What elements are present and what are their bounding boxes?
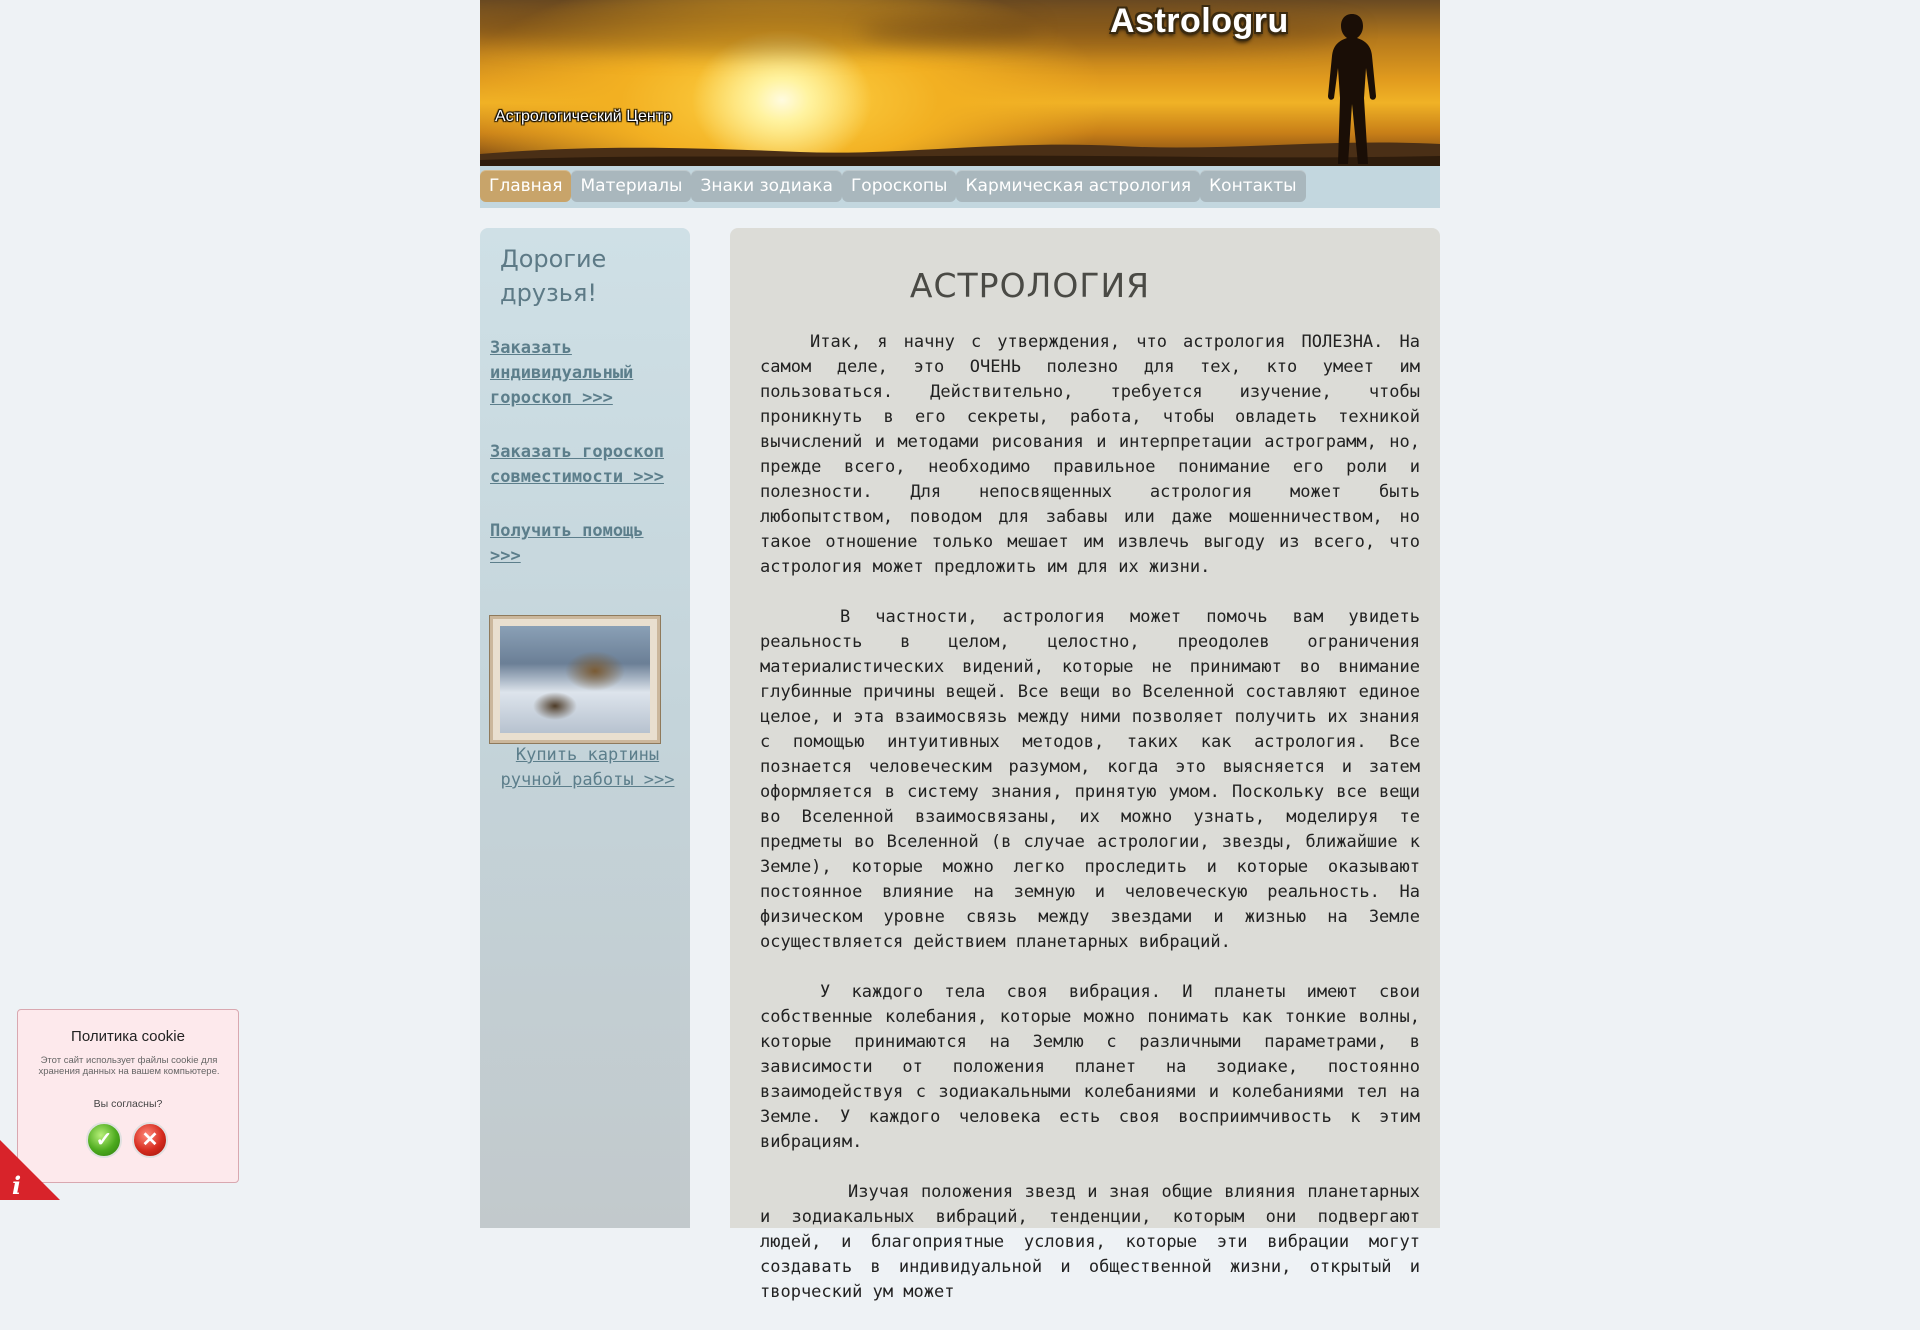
nav-item-karmic-astrology[interactable]: Кармическая астрология	[956, 170, 1200, 202]
site-title[interactable]: Astrologru	[1110, 2, 1289, 40]
header-banner	[480, 0, 1440, 166]
cookie-question: Вы согласны?	[93, 1098, 163, 1110]
cookie-accept-button[interactable]	[86, 1122, 122, 1158]
get-help-link[interactable]: Получить помощь >>>	[490, 521, 644, 566]
banner-hills	[480, 126, 1440, 166]
buy-paintings-link[interactable]: Купить картины ручной работы >>>	[500, 745, 675, 790]
cookie-decline-button[interactable]	[132, 1122, 168, 1158]
site-container	[480, 0, 1440, 1302]
nav-item-materials[interactable]: Материалы	[571, 170, 691, 202]
painting-image	[500, 626, 650, 733]
close-icon: ✕	[141, 1129, 159, 1151]
article-paragraph: Изучая положения звезд и зная общие влияния планетарных и зодиакальных вибраций, тенденции, которым они подвергают людей, и благоприятные условия, которые эти вибрации могут создавать в индивидуальной и общественной жизни, открытый и творческий ум может	[760, 1182, 1420, 1302]
check-icon: ✓	[95, 1129, 113, 1151]
article-paragraph: В частности, астрология может помочь вам увидеть реальность в целом, целостно, преодолев ограничения материалистических видений, которые не принимают во внимание глубинные причины вещей. Все вещи во Вселенной составляют единое целое, и эта взаимосвязь между ними позволяет получить их знания с помощью интуитивных методов, таких как астрология. Все познается человеческим разумом, когда это выясняется и затем оформляется в систему знания, принятую умом. Поскольку все вещи во Вселенной взаимосвязаны, их можно узнать, моделируя те предметы во Вселенной (в случае астрологии, звезды, ближайшие к Земле), которые можно легко проследить и которые оказывают постоянное влияние на земную и человеческую реальность. На физическом уровне связь между звездами и жизнью на Земле осуществляется действием планетарных вибраций.	[760, 607, 1420, 952]
article-paragraph: Итак, я начну с утверждения, что астрология ПОЛЕЗНА. На самом деле, это ОЧЕНЬ полезно для тех, кто умеет им пользоваться. Действительно, требуется изучение, чтобы проникнуть в его секреты, работа, чтобы овладеть техникой вычислений и методами рисования и интерпретации астрограмм, но, прежде всего, необходимо правильное понимание его роли и полезности. Для непосвященных астрология может быть любопытством, поводом для забавы или даже мошенничеством, но такое отношение только мешает им извлечь выгоду из всего, что астрология может предложить им для их жизни.	[760, 332, 1420, 577]
nav-item-zodiac-signs[interactable]: Знаки зодиака	[691, 170, 842, 202]
page-title: АСТРОЛОГИЯ	[909, 266, 1151, 305]
painting-thumbnail[interactable]	[490, 616, 660, 743]
order-horoscope-link[interactable]: Заказать индивидуальный гороскоп >>>	[490, 338, 634, 408]
main-content	[730, 228, 1440, 1302]
sidebar	[480, 228, 690, 1228]
sidebar-heading: Дорогие друзья!	[500, 245, 607, 307]
cookie-text: Этот сайт использует файлы cookie для хранения данных на вашем компьютере.	[38, 1055, 220, 1077]
site-subtitle: Астрологический Центр	[495, 108, 672, 125]
article-body	[760, 330, 1420, 1330]
info-icon[interactable]	[0, 1140, 60, 1200]
nav-item-horoscopes[interactable]: Гороскопы	[842, 170, 957, 202]
nav-item-contacts[interactable]: Контакты	[1200, 170, 1306, 202]
main-navigation	[480, 166, 1440, 208]
info-icon-glyph: i	[12, 1171, 22, 1200]
man-silhouette	[1300, 12, 1400, 166]
article-paragraph: У каждого тела своя вибрация. И планеты имеют свои собственные колебания, которые можно понимать как тонкие волны, которые принимаются на Землю с различными параметрами, в зависимости от положения планет на зодиаке, постоянно взаимодействуя с зодиакальными колебаниями и колебаниями тел на Земле. У каждого человека есть своя восприимчивость к этим вибрациям.	[760, 982, 1420, 1152]
nav-item-home[interactable]: Главная	[480, 170, 571, 202]
cookie-title: Политика cookie	[71, 1028, 185, 1045]
order-compatibility-link[interactable]: Заказать гороскоп совместимости >>>	[490, 442, 664, 487]
